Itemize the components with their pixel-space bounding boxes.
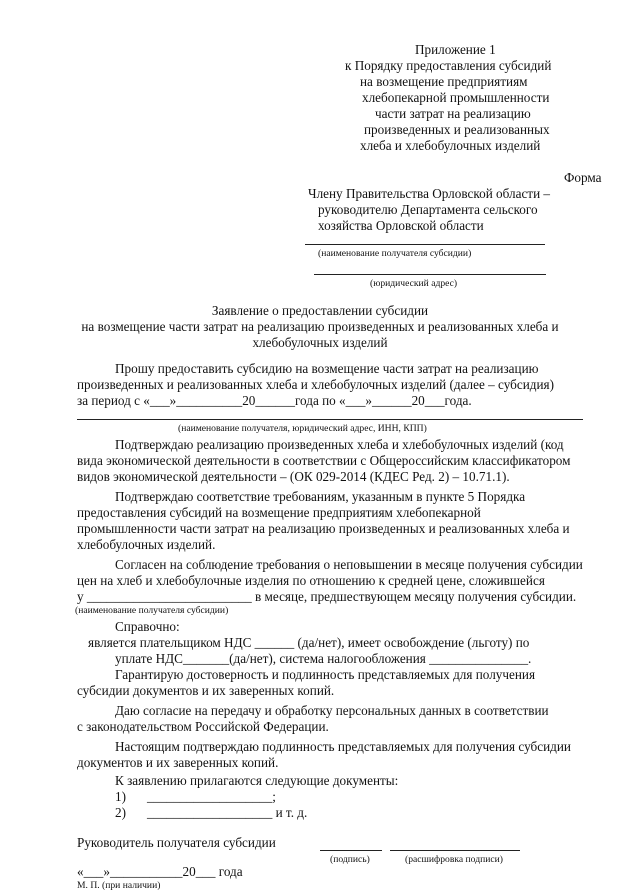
recipient-name-line xyxy=(305,244,545,245)
appendix-line: к Порядку предоставления субсидий xyxy=(345,58,552,73)
title-line: Заявление о предоставлении субсидии xyxy=(211,303,429,318)
paragraph-line: с законодательством Российской Федерации. xyxy=(77,719,329,734)
signature-decode-caption: (расшифровка подписи) xyxy=(405,854,503,865)
paragraph-line: предоставления субсидий на возмещение предприятиям хлебопекарной xyxy=(77,505,481,520)
title-line: хлебобулочных изделий xyxy=(252,335,388,350)
signature-date: «___»___________20___ года xyxy=(77,864,243,879)
attachment-item: ___________________; xyxy=(147,789,276,804)
paragraph-line: Подтверждаю реализацию произведенных хлеба и хлебобулочных изделий (код xyxy=(115,437,564,452)
reference-line: уплате НДС_______(да/нет), система налогообложения _______________. xyxy=(115,651,532,666)
signature-line xyxy=(320,850,382,851)
signature-caption: (подпись) xyxy=(330,854,370,865)
title-line: на возмещение части затрат на реализацию произведенных и реализованных хлеба и xyxy=(81,319,559,334)
paragraph-line: промышленности части затрат на реализацию произведенных и реализованных хлеба и xyxy=(77,521,570,536)
paragraph-line: произведенных и реализованных хлеба и хлебобулочных изделий (далее – субсидия) xyxy=(77,377,554,392)
paragraph-line: Подтверждаю соответствие требованиям, указанным в пункте 5 Порядка xyxy=(115,489,526,504)
appendix-line: части затрат на реализацию xyxy=(375,106,531,121)
attachment-number: 1) xyxy=(115,789,126,804)
attachments-heading: К заявлению прилагаются следующие документы: xyxy=(115,773,399,788)
paragraph-line: субсидии документов и их заверенных копий. xyxy=(77,683,335,698)
signature-label: Руководитель получателя субсидии xyxy=(77,835,276,850)
stamp-label: М. П. (при наличии) xyxy=(77,880,161,891)
paragraph-line: Гарантирую достоверность и подлинность представляемых для получения xyxy=(115,667,536,682)
recipient-details-line xyxy=(77,419,583,420)
appendix-line: хлеба и хлебобулочных изделий xyxy=(360,138,541,153)
paragraph-line: видов экономической деятельности – (ОК 029-2014 (КДЕС Ред. 2) – 10.71.1). xyxy=(77,469,510,484)
recipient-name-caption: (наименование получателя субсидии) xyxy=(318,248,472,259)
paragraph-line: у _________________________ в месяце, предшествующем месяцу получения субсидии. xyxy=(77,589,577,604)
form-label: Форма xyxy=(564,170,602,185)
attachment-number: 2) xyxy=(115,805,126,820)
paragraph-line: документов и их заверенных копий. xyxy=(77,755,279,770)
appendix-line: хлебопекарной промышленности xyxy=(362,90,550,105)
legal-address-line xyxy=(314,274,546,275)
attachment-item: ___________________ и т. д. xyxy=(147,805,308,820)
recipient-details-caption: (наименование получателя, юридический адрес, ИНН, КПП) xyxy=(178,423,427,434)
legal-address-caption: (юридический адрес) xyxy=(370,278,458,289)
paragraph-line: Настоящим подтверждаю подлинность представляемых для получения субсидии xyxy=(115,739,571,754)
paragraph-line: цен на хлеб и хлебобулочные изделия по отношению к средней цене, сложившейся xyxy=(77,573,545,588)
paragraph-line: за период с «___»__________20______года по «___»______20___года. xyxy=(77,393,472,408)
addressee-line: хозяйства Орловской области xyxy=(318,218,484,233)
paragraph-line: Прошу предоставить субсидию на возмещение части затрат на реализацию xyxy=(115,361,539,376)
appendix-title: Приложение 1 xyxy=(415,42,496,57)
paragraph-line: Согласен на соблюдение требования о неповышении в месяце получения субсидии xyxy=(115,557,583,572)
reference-line: является плательщиком НДС ______ (да/нет), имеет освобождение (льготу) по xyxy=(88,635,530,650)
appendix-line: на возмещение предприятиям xyxy=(360,74,528,89)
recipient-caption: (наименование получателя субсидии) xyxy=(75,605,229,616)
signature-decode-line xyxy=(390,850,520,851)
appendix-line: произведенных и реализованных xyxy=(364,122,550,137)
reference-heading: Справочно: xyxy=(115,619,180,634)
addressee-line: Члену Правительства Орловской области – xyxy=(308,186,551,201)
paragraph-line: Даю согласие на передачу и обработку персональных данных в соответствии xyxy=(115,703,549,718)
paragraph-line: вида экономической деятельности в соответствии с Общероссийским классификатором xyxy=(77,453,571,468)
addressee-line: руководителю Департамента сельского xyxy=(318,202,538,217)
paragraph-line: хлебобулочных изделий. xyxy=(77,537,216,552)
